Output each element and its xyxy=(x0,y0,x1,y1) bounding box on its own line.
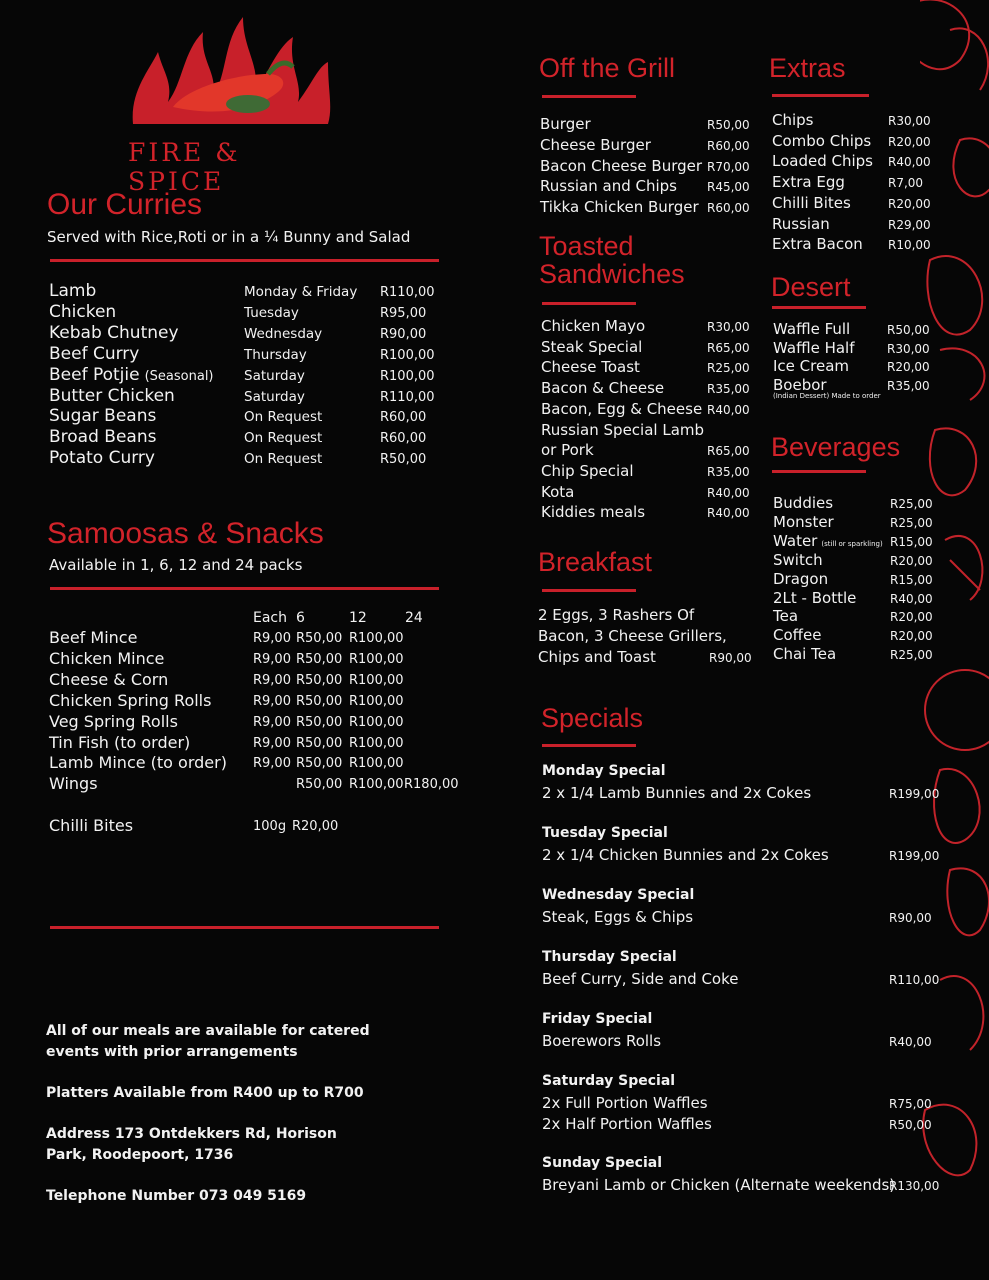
samoosas-title: Samoosas & Snacks xyxy=(47,517,324,550)
special-desc: 2x Full Portion Waffles xyxy=(542,1094,708,1112)
curry-day: Saturday xyxy=(244,388,305,405)
samoosas-subtitle: Available in 1, 6, 12 and 24 packs xyxy=(49,556,303,574)
special-price: R75,00 xyxy=(889,1097,932,1111)
curry-day: Wednesday xyxy=(244,325,323,342)
toasted-item-price: R40,00 xyxy=(707,402,750,417)
samoosa-name: Beef Mince xyxy=(49,628,138,647)
toasted-title-line2: Sandwiches xyxy=(539,259,685,289)
curry-price: R60,00 xyxy=(380,431,427,447)
breakfast-divider xyxy=(542,589,636,592)
toasted-item-name: or Pork xyxy=(541,441,594,460)
curry-day: Thursday xyxy=(244,346,307,363)
beverage-name: Monster xyxy=(773,512,834,531)
curry-price: R110,00 xyxy=(380,285,435,300)
desert-item-price: R20,00 xyxy=(887,360,930,375)
special-day: Sunday Special xyxy=(542,1155,662,1171)
extras-item-name: Combo Chips xyxy=(772,131,872,150)
grill-item-name: Cheese Burger xyxy=(540,135,651,154)
toasted-item-price: R35,00 xyxy=(707,464,750,479)
curry-name: Potato Curry xyxy=(49,448,155,469)
beverage-name: Switch xyxy=(773,550,823,569)
chilli-bites-price: R20,00 xyxy=(292,819,339,834)
samoosa-each: R9,00 xyxy=(253,693,291,709)
samoosa-six: R50,00 xyxy=(296,714,343,730)
samoosa-twelve: R100,00 xyxy=(349,735,404,751)
curry-price: R95,00 xyxy=(380,305,427,321)
beverage-price: R25,00 xyxy=(890,497,933,511)
beverage-name: Coffee xyxy=(773,626,822,645)
desert-item-name: Boebor xyxy=(773,376,827,395)
beverages-divider xyxy=(772,470,866,473)
samoosa-twelve: R100,00 xyxy=(349,631,404,646)
address: Address 173 Ontdekkers Rd, Horison Park, Roodepoort, 1736 xyxy=(46,1126,337,1163)
special-day: Saturday Special xyxy=(542,1073,676,1089)
flame-chilli-icon xyxy=(128,12,333,132)
samoosas-header-6: 6 xyxy=(296,610,305,626)
special-desc: Boerewors Rolls xyxy=(542,1032,662,1050)
curry-price: R90,00 xyxy=(380,326,427,342)
beverage-price: R25,00 xyxy=(890,515,933,530)
special-day: Monday Special xyxy=(542,763,666,779)
samoosa-twelve: R100,00 xyxy=(349,714,404,730)
beverage-name: Chai Tea xyxy=(773,645,837,664)
special-desc: 2 x 1/4 Chicken Bunnies and 2x Cokes xyxy=(542,846,829,864)
samoosas-header-24: 24 xyxy=(405,610,423,626)
beverage-name: Tea xyxy=(773,607,799,626)
beverage-price: R20,00 xyxy=(890,629,933,644)
samoosa-name: Wings xyxy=(49,774,98,794)
toasted-item-price: R40,00 xyxy=(707,485,750,500)
curry-name: Chicken xyxy=(49,301,117,322)
samoosa-each: R9,00 xyxy=(253,714,291,730)
extras-item-price: R29,00 xyxy=(888,217,931,232)
platters-note: Platters Available from R400 up to R700 xyxy=(46,1085,364,1101)
desert-item-name: Ice Cream xyxy=(773,357,850,376)
samoosa-name: Veg Spring Rolls xyxy=(49,711,178,731)
curry-day: Saturday xyxy=(244,367,305,384)
samoosa-name: Cheese & Corn xyxy=(49,669,169,689)
beverage-price: R40,00 xyxy=(890,591,933,606)
extras-item-name: Loaded Chips xyxy=(772,152,873,171)
beverage-price: R20,00 xyxy=(890,610,933,625)
samoosa-name: Chicken Mince xyxy=(49,648,165,668)
desert-divider xyxy=(772,306,866,309)
special-desc: Breyani Lamb or Chicken (Alternate weekends) xyxy=(542,1176,896,1194)
special-desc: Beef Curry, Side and Coke xyxy=(542,970,739,988)
curries-title: Our Curries xyxy=(47,188,203,221)
special-desc: 2x Half Portion Waffles xyxy=(542,1114,712,1133)
toasted-item-price: R65,00 xyxy=(707,444,750,459)
extras-item-name: Extra Bacon xyxy=(772,235,863,254)
samoosa-twelve: R100,00 xyxy=(349,777,404,793)
extras-item-price: R40,00 xyxy=(888,155,931,170)
curry-day: On Request xyxy=(244,451,323,468)
toasted-divider xyxy=(542,302,636,305)
curry-day: On Request xyxy=(244,409,323,426)
beverage-price: R15,00 xyxy=(890,534,933,549)
beverage-name: Buddies xyxy=(773,494,834,512)
breakfast-price: R90,00 xyxy=(709,651,752,665)
curry-name xyxy=(49,365,214,385)
samoosa-six: R50,00 xyxy=(296,651,343,667)
special-desc: 2 x 1/4 Lamb Bunnies and 2x Cokes xyxy=(542,784,812,802)
extras-item-name: Chilli Bites xyxy=(772,193,851,212)
grill-title: Off the Grill xyxy=(539,53,676,83)
extras-item-name: Extra Egg xyxy=(772,173,845,192)
samoosa-twelve: R100,00 xyxy=(349,693,404,709)
extras-item-name: Russian xyxy=(772,214,830,233)
brand-logo xyxy=(128,12,333,196)
desert-item-price: R50,00 xyxy=(887,323,930,337)
desert-title: Desert xyxy=(771,272,851,302)
beverage-price: R25,00 xyxy=(890,648,933,663)
extras-item-name: Chips xyxy=(772,111,814,129)
samoosa-each: R9,00 xyxy=(253,631,291,646)
samoosas-divider xyxy=(50,587,439,590)
beverage-name: Dragon xyxy=(773,569,829,588)
specials-title: Specials xyxy=(541,703,644,733)
samoosas-header-each: Each xyxy=(253,610,287,626)
extras-item-price: R7,00 xyxy=(888,176,924,191)
toasted-item-name: Russian Special Lamb xyxy=(541,420,705,439)
grill-item-name: Russian and Chips xyxy=(540,177,677,196)
desert-item-name: Waffle Full xyxy=(773,320,851,338)
samoosa-six: R50,00 xyxy=(296,693,343,709)
toasted-item-name: Kota xyxy=(541,482,575,501)
grill-item-price: R70,00 xyxy=(707,159,750,174)
samoosa-name: Lamb Mince (to order) xyxy=(49,753,227,773)
toasted-item-name: Chicken Mayo xyxy=(541,317,646,335)
grill-item-name: Burger xyxy=(540,115,591,133)
toasted-item-price: R30,00 xyxy=(707,320,750,334)
samoosa-twelve: R100,00 xyxy=(349,672,404,688)
extras-item-price: R20,00 xyxy=(888,196,931,211)
desert-item-price: R35,00 xyxy=(887,379,930,394)
breakfast-line-1: 2 Eggs, 3 Rashers Of xyxy=(538,606,695,624)
extras-item-price: R30,00 xyxy=(888,114,931,128)
grill-divider xyxy=(542,95,636,98)
special-price: R199,00 xyxy=(889,787,940,801)
samoosa-each: R9,00 xyxy=(253,672,291,688)
samoosa-name: Chicken Spring Rolls xyxy=(49,690,212,710)
toasted-item-price: R65,00 xyxy=(707,340,750,355)
special-price: R130,00 xyxy=(889,1179,940,1193)
samoosas-header-12: 12 xyxy=(349,610,367,626)
curry-price: R100,00 xyxy=(380,368,435,384)
curry-day: Monday & Friday xyxy=(244,284,358,300)
special-day: Friday Special xyxy=(542,1011,653,1027)
curry-day: On Request xyxy=(244,430,323,447)
desert-item-name: Waffle Half xyxy=(773,338,855,357)
curries-subtitle: Served with Rice,Roti or in a ¼ Bunny and Salad xyxy=(47,228,411,246)
toasted-item-name: Bacon, Egg & Cheese xyxy=(541,399,703,418)
samoosa-six: R50,00 xyxy=(296,735,343,751)
info-divider xyxy=(50,926,439,929)
beverage-note: (still or sparkling) xyxy=(821,539,883,548)
curry-day: Tuesday xyxy=(244,304,299,321)
toasted-item-name: Cheese Toast xyxy=(541,358,640,377)
catering-note: All of our meals are available for catered events with prior arrangements xyxy=(46,1023,370,1060)
samoosa-six: R50,00 xyxy=(296,756,343,772)
samoosa-each: R9,00 xyxy=(253,735,291,751)
breakfast-title: Breakfast xyxy=(538,547,653,577)
curry-price: R50,00 xyxy=(380,452,427,468)
curry-name: Butter Chicken xyxy=(49,385,175,406)
curry-name-text: Beef Potjie xyxy=(49,364,140,385)
grill-item-price: R60,00 xyxy=(707,138,750,153)
extras-item-price: R10,00 xyxy=(888,238,931,253)
samoosa-twelve: R100,00 xyxy=(349,651,404,667)
beverage-name: 2Lt - Bottle xyxy=(773,588,857,607)
telephone: Telephone Number 073 049 5169 xyxy=(46,1188,307,1204)
curry-name: Kebab Chutney xyxy=(49,322,179,343)
special-day: Wednesday Special xyxy=(542,887,695,903)
toasted-item-price: R25,00 xyxy=(707,361,750,376)
chilli-bites-size: 100g xyxy=(253,819,287,834)
curry-name: Broad Beans xyxy=(49,427,157,448)
toasted-item-price: R35,00 xyxy=(707,382,750,397)
beverage-price: R15,00 xyxy=(890,572,933,587)
special-price: R40,00 xyxy=(889,1035,932,1049)
grill-item-price: R45,00 xyxy=(707,180,750,195)
curry-price: R100,00 xyxy=(380,347,435,363)
curry-name: Lamb xyxy=(49,281,97,301)
samoosa-each: R9,00 xyxy=(253,651,291,667)
samoosa-twentyfour: R180,00 xyxy=(404,777,459,793)
beverage-price: R20,00 xyxy=(890,553,933,568)
samoosa-twelve: R100,00 xyxy=(349,756,404,772)
breakfast-line-2: Bacon, 3 Cheese Grillers, xyxy=(538,627,727,645)
toasted-item-price: R40,00 xyxy=(707,506,750,521)
boebor-note: (Indian Dessert) Made to order xyxy=(773,392,881,400)
samoosa-six: R50,00 xyxy=(296,672,343,688)
special-day: Tuesday Special xyxy=(542,825,668,841)
chilli-bites-name: Chilli Bites xyxy=(49,816,134,835)
toasted-item-name: Bacon & Cheese xyxy=(541,379,665,398)
breakfast-line-3: Chips and Toast xyxy=(538,648,656,666)
extras-title: Extras xyxy=(769,53,846,83)
special-price: R50,00 xyxy=(889,1117,932,1132)
beverages-title: Beverages xyxy=(771,432,901,462)
curry-price: R60,00 xyxy=(380,410,427,426)
curry-name: Beef Curry xyxy=(49,343,140,364)
grill-item-name: Bacon Cheese Burger xyxy=(540,156,703,175)
beverage-name xyxy=(773,532,883,550)
toasted-item-name: Chip Special xyxy=(541,461,634,480)
specials-divider xyxy=(542,744,636,747)
beverage-name-text: Water xyxy=(773,531,818,550)
special-price: R199,00 xyxy=(889,849,940,863)
grill-item-price: R50,00 xyxy=(707,118,750,132)
curries-divider xyxy=(50,259,439,262)
special-price: R110,00 xyxy=(889,973,940,987)
special-day: Thursday Special xyxy=(542,949,677,965)
brand-name: FIRE & SPICE xyxy=(128,138,241,196)
extras-divider xyxy=(772,94,869,97)
extras-item-price: R20,00 xyxy=(888,134,931,149)
toasted-item-name: Steak Special xyxy=(541,337,643,356)
curry-note: (Seasonal) xyxy=(144,368,214,384)
toasted-title-line1: Toasted xyxy=(539,231,634,261)
curry-name: Sugar Beans xyxy=(49,406,157,427)
special-price: R90,00 xyxy=(889,911,932,925)
desert-item-price: R30,00 xyxy=(887,341,930,356)
special-desc: Steak, Eggs & Chips xyxy=(542,908,694,926)
samoosa-six: R50,00 xyxy=(296,777,343,793)
grill-item-name: Tikka Chicken Burger xyxy=(540,198,699,217)
samoosa-six: R50,00 xyxy=(296,631,343,646)
curry-price: R110,00 xyxy=(380,389,435,405)
samoosa-name: Tin Fish (to order) xyxy=(49,732,191,752)
toasted-item-name: Kiddies meals xyxy=(541,503,646,522)
samoosa-each: R9,00 xyxy=(253,756,291,772)
grill-item-price: R60,00 xyxy=(707,201,750,216)
